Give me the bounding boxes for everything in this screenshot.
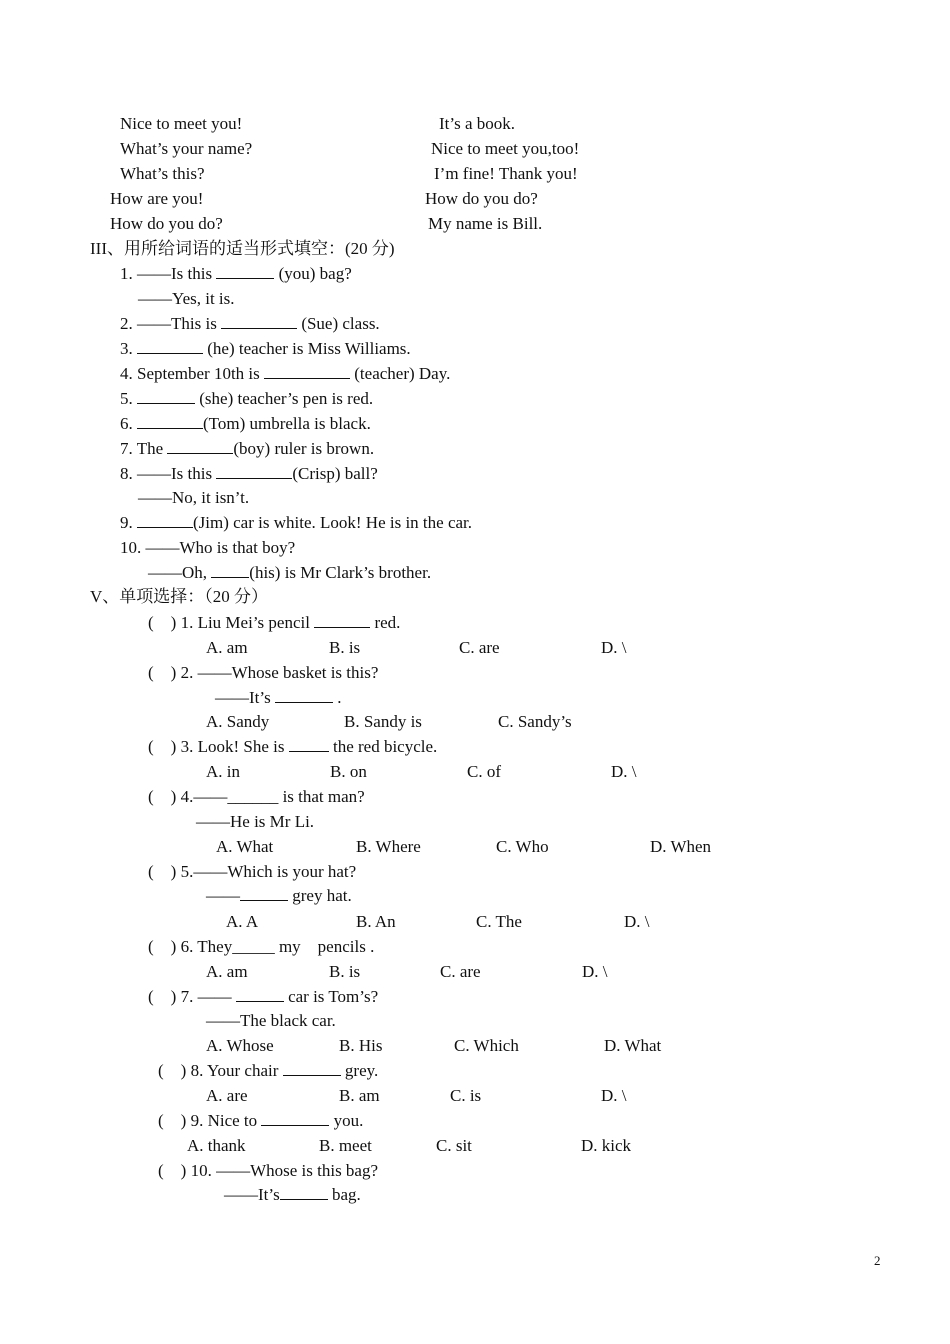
q5-option-c[interactable]: C. The xyxy=(476,912,522,931)
match-right-2: Nice to meet you,too! xyxy=(431,139,580,158)
answer-blank[interactable] xyxy=(167,439,233,454)
s3-item-8: 8. ——Is this (Crisp) ball? xyxy=(120,464,378,483)
q10-answer: ——It’s bag. xyxy=(224,1185,361,1204)
q8-option-d[interactable]: D. \ xyxy=(601,1086,627,1105)
match-left-1: Nice to meet you! xyxy=(120,114,243,133)
answer-blank[interactable] xyxy=(137,339,203,354)
q2-answer: ——It’s . xyxy=(215,688,342,707)
q8-option-a[interactable]: A. are xyxy=(206,1086,248,1105)
q5-answer: —— grey hat. xyxy=(206,886,352,905)
s3-item-2: 2. ——This is (Sue) class. xyxy=(120,314,380,333)
q9-stem: ( ) 9. Nice to you. xyxy=(158,1111,364,1130)
answer-blank[interactable] xyxy=(137,414,203,429)
q4-option-c[interactable]: C. Who xyxy=(496,837,549,856)
answer-blank[interactable] xyxy=(280,1185,328,1200)
match-right-3: I’m fine! Thank you! xyxy=(434,164,578,183)
s3-item-6: 6. (Tom) umbrella is black. xyxy=(120,414,371,433)
answer-blank[interactable] xyxy=(289,737,329,752)
q4-stem: ( ) 4.——______ is that man? xyxy=(148,787,365,806)
q4-option-d[interactable]: D. When xyxy=(650,837,712,856)
match-left-4: How are you! xyxy=(110,189,204,208)
q9-option-c[interactable]: C. sit xyxy=(436,1136,472,1155)
answer-blank[interactable] xyxy=(261,1111,329,1126)
answer-blank[interactable] xyxy=(211,563,249,578)
section5-heading: V、单项选择：（20 分） xyxy=(90,587,269,606)
answer-blank[interactable] xyxy=(221,314,297,329)
page-number: 2 xyxy=(874,1253,881,1268)
q7-option-c[interactable]: C. Which xyxy=(454,1036,519,1055)
q1-option-d[interactable]: D. \ xyxy=(601,638,627,657)
q9-option-d[interactable]: D. kick xyxy=(581,1136,632,1155)
s3-item-1: 1. ——Is this (you) bag? xyxy=(120,264,352,283)
s3-item-9: 9. (Jim) car is white. Look! He is in the car. xyxy=(120,513,473,532)
s3-item-1-answer: ——Yes, it is. xyxy=(138,289,235,308)
q10-stem: ( ) 10. ——Whose is this bag? xyxy=(158,1161,379,1180)
q7-answer: ——The black car. xyxy=(206,1011,336,1030)
q3-stem: ( ) 3. Look! She is the red bicycle. xyxy=(148,737,438,756)
answer-blank[interactable] xyxy=(275,688,333,703)
q3-option-d[interactable]: D. \ xyxy=(611,762,637,781)
s3-item-7: 7. The (boy) ruler is brown. xyxy=(120,439,375,458)
q5-stem: ( ) 5.——Which is your hat? xyxy=(148,862,357,881)
q4-option-a[interactable]: A. What xyxy=(216,837,274,856)
s3-item-10: 10. ——Who is that boy? xyxy=(120,538,296,557)
q8-option-c[interactable]: C. is xyxy=(450,1086,482,1105)
q2-option-b[interactable]: B. Sandy is xyxy=(344,712,422,731)
q3-option-a[interactable]: A. in xyxy=(206,762,240,781)
q6-option-b[interactable]: B. is xyxy=(329,962,361,981)
q4-answer: ——He is Mr Li. xyxy=(196,812,315,831)
q9-option-a[interactable]: A. thank xyxy=(187,1136,246,1155)
answer-blank[interactable] xyxy=(240,886,288,901)
q1-stem: ( ) 1. Liu Mei’s pencil red. xyxy=(148,613,401,632)
q7-option-b[interactable]: B. His xyxy=(339,1036,383,1055)
s3-item-10-answer: ——Oh, (his) is Mr Clark’s brother. xyxy=(148,563,432,582)
q6-option-a[interactable]: A. am xyxy=(206,962,248,981)
answer-blank[interactable] xyxy=(314,613,370,628)
q8-option-b[interactable]: B. am xyxy=(339,1086,380,1105)
q7-stem: ( ) 7. —— car is Tom’s? xyxy=(148,987,379,1006)
q4-option-b[interactable]: B. Where xyxy=(356,837,421,856)
answer-blank[interactable] xyxy=(236,987,284,1002)
s3-item-4: 4. September 10th is (teacher) Day. xyxy=(120,364,451,383)
q8-stem: ( ) 8. Your chair grey. xyxy=(158,1061,379,1080)
q2-stem: ( ) 2. ——Whose basket is this? xyxy=(148,663,379,682)
s3-item-3: 3. (he) teacher is Miss Williams. xyxy=(120,339,411,358)
s3-item-8-answer: ——No, it isn’t. xyxy=(138,488,250,507)
q1-option-c[interactable]: C. are xyxy=(459,638,500,657)
q1-option-b[interactable]: B. is xyxy=(329,638,361,657)
q5-option-a[interactable]: A. A xyxy=(226,912,259,931)
answer-blank[interactable] xyxy=(137,389,195,404)
q6-option-d[interactable]: D. \ xyxy=(582,962,608,981)
match-left-3: What’s this? xyxy=(120,164,205,183)
match-right-5: My name is Bill. xyxy=(428,214,543,233)
q5-option-d[interactable]: D. \ xyxy=(624,912,650,931)
section3-heading: III、用所给词语的适当形式填空：(20 分) xyxy=(90,239,395,258)
match-left-5: How do you do? xyxy=(110,214,223,233)
q7-option-a[interactable]: A. Whose xyxy=(206,1036,274,1055)
q2-option-c[interactable]: C. Sandy’s xyxy=(498,712,572,731)
q1-option-a[interactable]: A. am xyxy=(206,638,248,657)
answer-blank[interactable] xyxy=(216,264,274,279)
match-left-2: What’s your name? xyxy=(120,139,253,158)
match-right-1: It’s a book. xyxy=(439,114,516,133)
q9-option-b[interactable]: B. meet xyxy=(319,1136,372,1155)
q3-option-c[interactable]: C. of xyxy=(467,762,501,781)
answer-blank[interactable] xyxy=(264,364,350,379)
q5-option-b[interactable]: B. An xyxy=(356,912,396,931)
answer-blank[interactable] xyxy=(216,464,292,479)
q3-option-b[interactable]: B. on xyxy=(330,762,367,781)
match-right-4: How do you do? xyxy=(425,189,538,208)
q6-option-c[interactable]: C. are xyxy=(440,962,481,981)
q7-option-d[interactable]: D. What xyxy=(604,1036,662,1055)
q2-option-a[interactable]: A. Sandy xyxy=(206,712,270,731)
q6-stem: ( ) 6. They_____ my pencils . xyxy=(148,937,375,956)
s3-item-5: 5. (she) teacher’s pen is red. xyxy=(120,389,374,408)
answer-blank[interactable] xyxy=(137,513,193,528)
answer-blank[interactable] xyxy=(283,1061,341,1076)
